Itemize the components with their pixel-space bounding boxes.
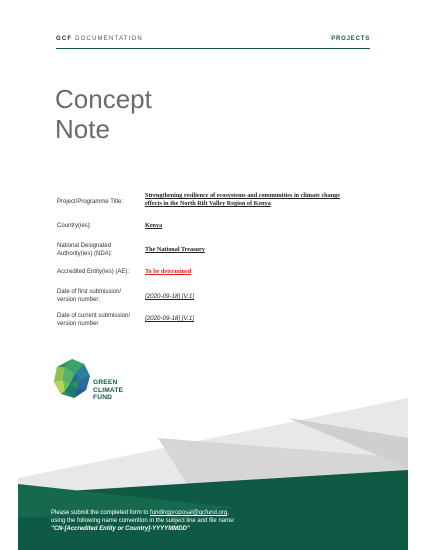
logo-line-1: GREEN (93, 379, 118, 386)
submission-email-link[interactable]: fundingproposal@gcfund.org (150, 510, 228, 516)
submission-instructions (51, 509, 235, 533)
title-line-2: Note (55, 114, 110, 144)
logo-line-2: CLIMATE (93, 386, 124, 394)
logo-line-3: FUND (93, 394, 113, 401)
title-line-1: Concept (55, 84, 152, 114)
header-divider (56, 48, 370, 49)
doc-label-gcf: GCF (56, 36, 73, 42)
instructions-line-1 (51, 509, 235, 517)
field-value-country[interactable]: Kenya (145, 222, 163, 229)
field-value-current-submission[interactable]: [2020-09-18] [V.1] (145, 315, 195, 322)
field-value-ae[interactable]: To be determined (145, 268, 192, 275)
field-label: Date of current submission/ version number (57, 313, 131, 327)
instructions-line-2: using the following name convention in the subject line and file name: (51, 518, 236, 524)
field-value-nda[interactable]: The National Treasury (145, 246, 205, 253)
instructions-prefix: Please submit the completed form to (51, 510, 151, 516)
field-label: Project/Programme Title: (57, 199, 124, 205)
file-name-convention: "CN-[Accredited Entity or Country]-YYYYMMDD" (51, 526, 190, 532)
field-label: National Designated Authority(ies) (NDA): (57, 243, 113, 257)
field-label: Accredited Entity(ies) (AE): (57, 269, 130, 275)
field-value-project-title[interactable]: Strengthening resilience of ecosystems and communities in climate change effects in the North Rift Valley Region of Kenya (145, 192, 341, 207)
projects-label: PROJECTS (331, 36, 370, 42)
field-label: Date of first submission/ version number: (57, 289, 122, 303)
field-value-first-submission[interactable]: [2020-09-18] [V.1] (145, 293, 195, 300)
instructions-line-3 (51, 525, 235, 533)
doc-label-documentation: DOCUMENTATION (75, 36, 143, 42)
field-label: Country(ies): (57, 223, 92, 229)
doc-label (56, 36, 143, 42)
globe-icon (53, 358, 91, 402)
document-header (56, 36, 370, 48)
instructions-suffix: , (227, 510, 229, 516)
page-title (55, 84, 152, 144)
